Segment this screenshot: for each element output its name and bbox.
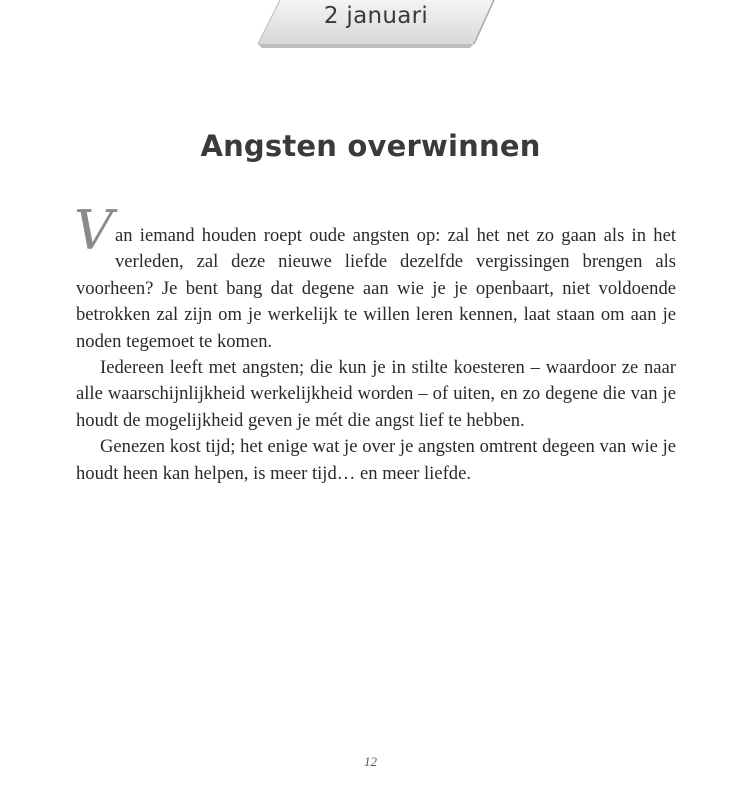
paragraph-3: Genezen kost tijd; het enige wat je over je angsten omtrent degeen van wie je houdt heen kan helpen, is meer tijd… en meer liefde. [76,436,676,484]
page-number: 12 [364,754,377,769]
date-tab [258,0,498,48]
paragraph-2: Iedereen leeft met angsten; die kun je in stilte koesteren – waardoor ze naar alle waarschijnlijkheid werkelijkheid worden – of uiten, en zo degene die van je houdt de mogelijkheid geven je mét die angst lief te hebben. [76,357,676,431]
paragraph-1-text: an iemand houden roept oude angsten op: zal het net zo gaan als in het verleden, zal deze nieuwe liefde dezelfde vergissingen brengen als voorheen? Je bent bang dat degene aan wie je je openbaart, niet voldoende betrokken zal zijn om je werkelijk te willen leren kennen, laat staan om aan je noden tegemoet te komen. [76,225,676,352]
date-label: 2 januari [323,3,429,29]
page-title: Angsten overwinnen [200,129,541,163]
paragraph-1 [74,199,676,355]
article-body [74,199,676,487]
drop-cap: V [74,199,113,262]
